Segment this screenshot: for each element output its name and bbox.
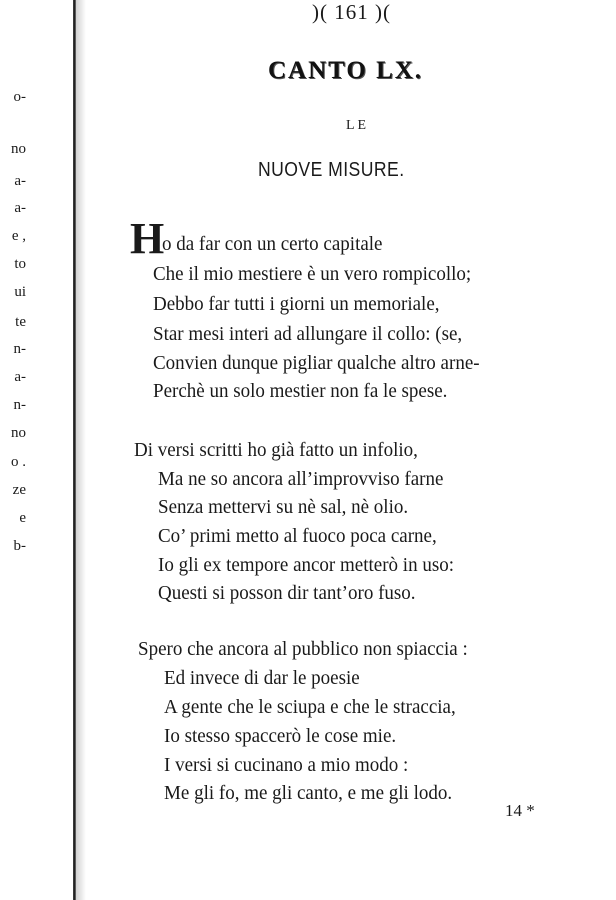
previous-page-fragment: to — [14, 256, 26, 272]
verse-line: Perchè un solo mestier non fa le spese. — [153, 380, 448, 402]
verse-line: Di versi scritti ho già fatto un infolio, — [134, 439, 418, 461]
verse-line: Debbo far tutti i giorni un memoriale, — [153, 293, 440, 315]
verse-line: Io stesso spaccerò le cose mie. — [164, 725, 397, 747]
previous-page-fragment: no — [11, 425, 26, 441]
poem-title: NUOVE MISURE. — [258, 159, 405, 181]
previous-page-fragment: n- — [13, 341, 26, 357]
drop-cap: H — [130, 214, 165, 263]
previous-page-margin — [0, 0, 70, 900]
book-gutter-shadow — [76, 0, 86, 900]
previous-page-fragment: a- — [14, 200, 26, 216]
previous-page-fragment: a- — [14, 369, 26, 385]
verse-line: Me gli fo, me gli canto, e me gli lodo. — [164, 782, 453, 804]
verse-line: Ed invece di dar le poesie — [164, 667, 360, 689]
verse-line: Io gli ex tempore ancor metterò in uso: — [158, 554, 454, 576]
previous-page-fragment: n- — [13, 397, 26, 413]
verse-line: Spero che ancora al pubblico non spiaccia : — [138, 638, 468, 660]
verse-line: Star mesi interi ad allungare il collo: (se, — [153, 323, 463, 345]
canto-title: CANTO LX. — [268, 57, 424, 84]
verse-line: Questi si posson dir tant’oro fuso. — [158, 582, 416, 604]
verse-line: Co’ primi metto al fuoco poca carne, — [158, 525, 437, 547]
page-number: )( 161 )( — [312, 0, 391, 24]
verse-line: Che il mio mestiere è un vero rompicollo; — [153, 263, 472, 285]
verse-line: Senza mettervi su nè sal, nè olio. — [158, 496, 409, 518]
previous-page-fragment: o- — [13, 89, 26, 105]
previous-page-fragment: no — [11, 141, 26, 157]
verse-line: o da far con un certo capitale — [162, 233, 383, 255]
previous-page-fragment: ui — [14, 284, 26, 300]
signature-mark: 14 * — [505, 801, 535, 820]
previous-page-fragment: ze — [12, 482, 26, 498]
verse-line: A gente che le sciupa e che le straccia, — [164, 696, 456, 718]
previous-page-fragment: o . — [11, 454, 26, 470]
previous-page-fragment: e , — [11, 228, 26, 244]
previous-page-fragment: b- — [13, 538, 26, 554]
verse-line: Convien dunque pigliar qualche altro arne- — [153, 352, 480, 374]
previous-page-fragment: te — [15, 314, 26, 330]
verse-line: I versi si cucinano a mio modo : — [164, 754, 409, 776]
previous-page-fragment: e — [19, 510, 26, 526]
previous-page-fragment: a- — [14, 173, 26, 189]
verse-line: Ma ne so ancora all’improvviso farne — [158, 468, 444, 490]
title-article: LE — [346, 118, 370, 133]
